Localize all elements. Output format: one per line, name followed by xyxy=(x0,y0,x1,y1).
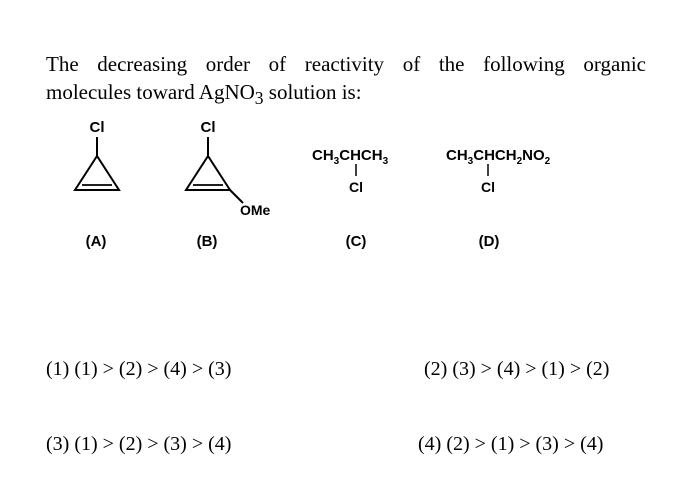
answer-option-1[interactable]: (1) (1) > (2) > (4) > (3) xyxy=(46,358,232,380)
answer-option-4[interactable]: (4) (2) > (1) > (3) > (4) xyxy=(418,433,604,455)
structure-c-label: (C) xyxy=(345,233,367,250)
structure-b-methoxy-label: OMe xyxy=(240,202,271,218)
question-line-2-prefix: molecules toward AgNO xyxy=(46,80,255,104)
structure-d xyxy=(446,147,551,195)
structure-b-chlorine-label: Cl xyxy=(200,119,216,136)
question-line-1: The decreasing order of reactivity of the following organic xyxy=(46,52,646,76)
structure-b-label: (B) xyxy=(196,233,218,250)
structure-d-label: (D) xyxy=(478,233,500,250)
structure-b xyxy=(186,119,271,218)
question-line-2-suffix: solution is: xyxy=(263,80,362,104)
answer-option-2[interactable]: (2) (3) > (4) > (1) > (2) xyxy=(424,358,610,380)
structure-c-formula: $CH_3CHCH_3$ xyxy=(312,147,389,167)
structure-a xyxy=(75,119,119,190)
structure-a-label: (A) xyxy=(85,233,107,250)
answer-option-3[interactable]: (3) (1) > (2) > (3) > (4) xyxy=(46,433,232,455)
structure-c-chlorine-label: Cl xyxy=(349,179,363,195)
structure-a-chlorine-label: Cl xyxy=(89,119,105,136)
question-line-2-subscript: 3 xyxy=(254,88,264,109)
structure-c xyxy=(312,147,389,195)
structure-d-chlorine-label: Cl xyxy=(481,179,495,195)
structure-d-formula: $CH_3CHCH_2NO_2$ xyxy=(446,147,551,167)
